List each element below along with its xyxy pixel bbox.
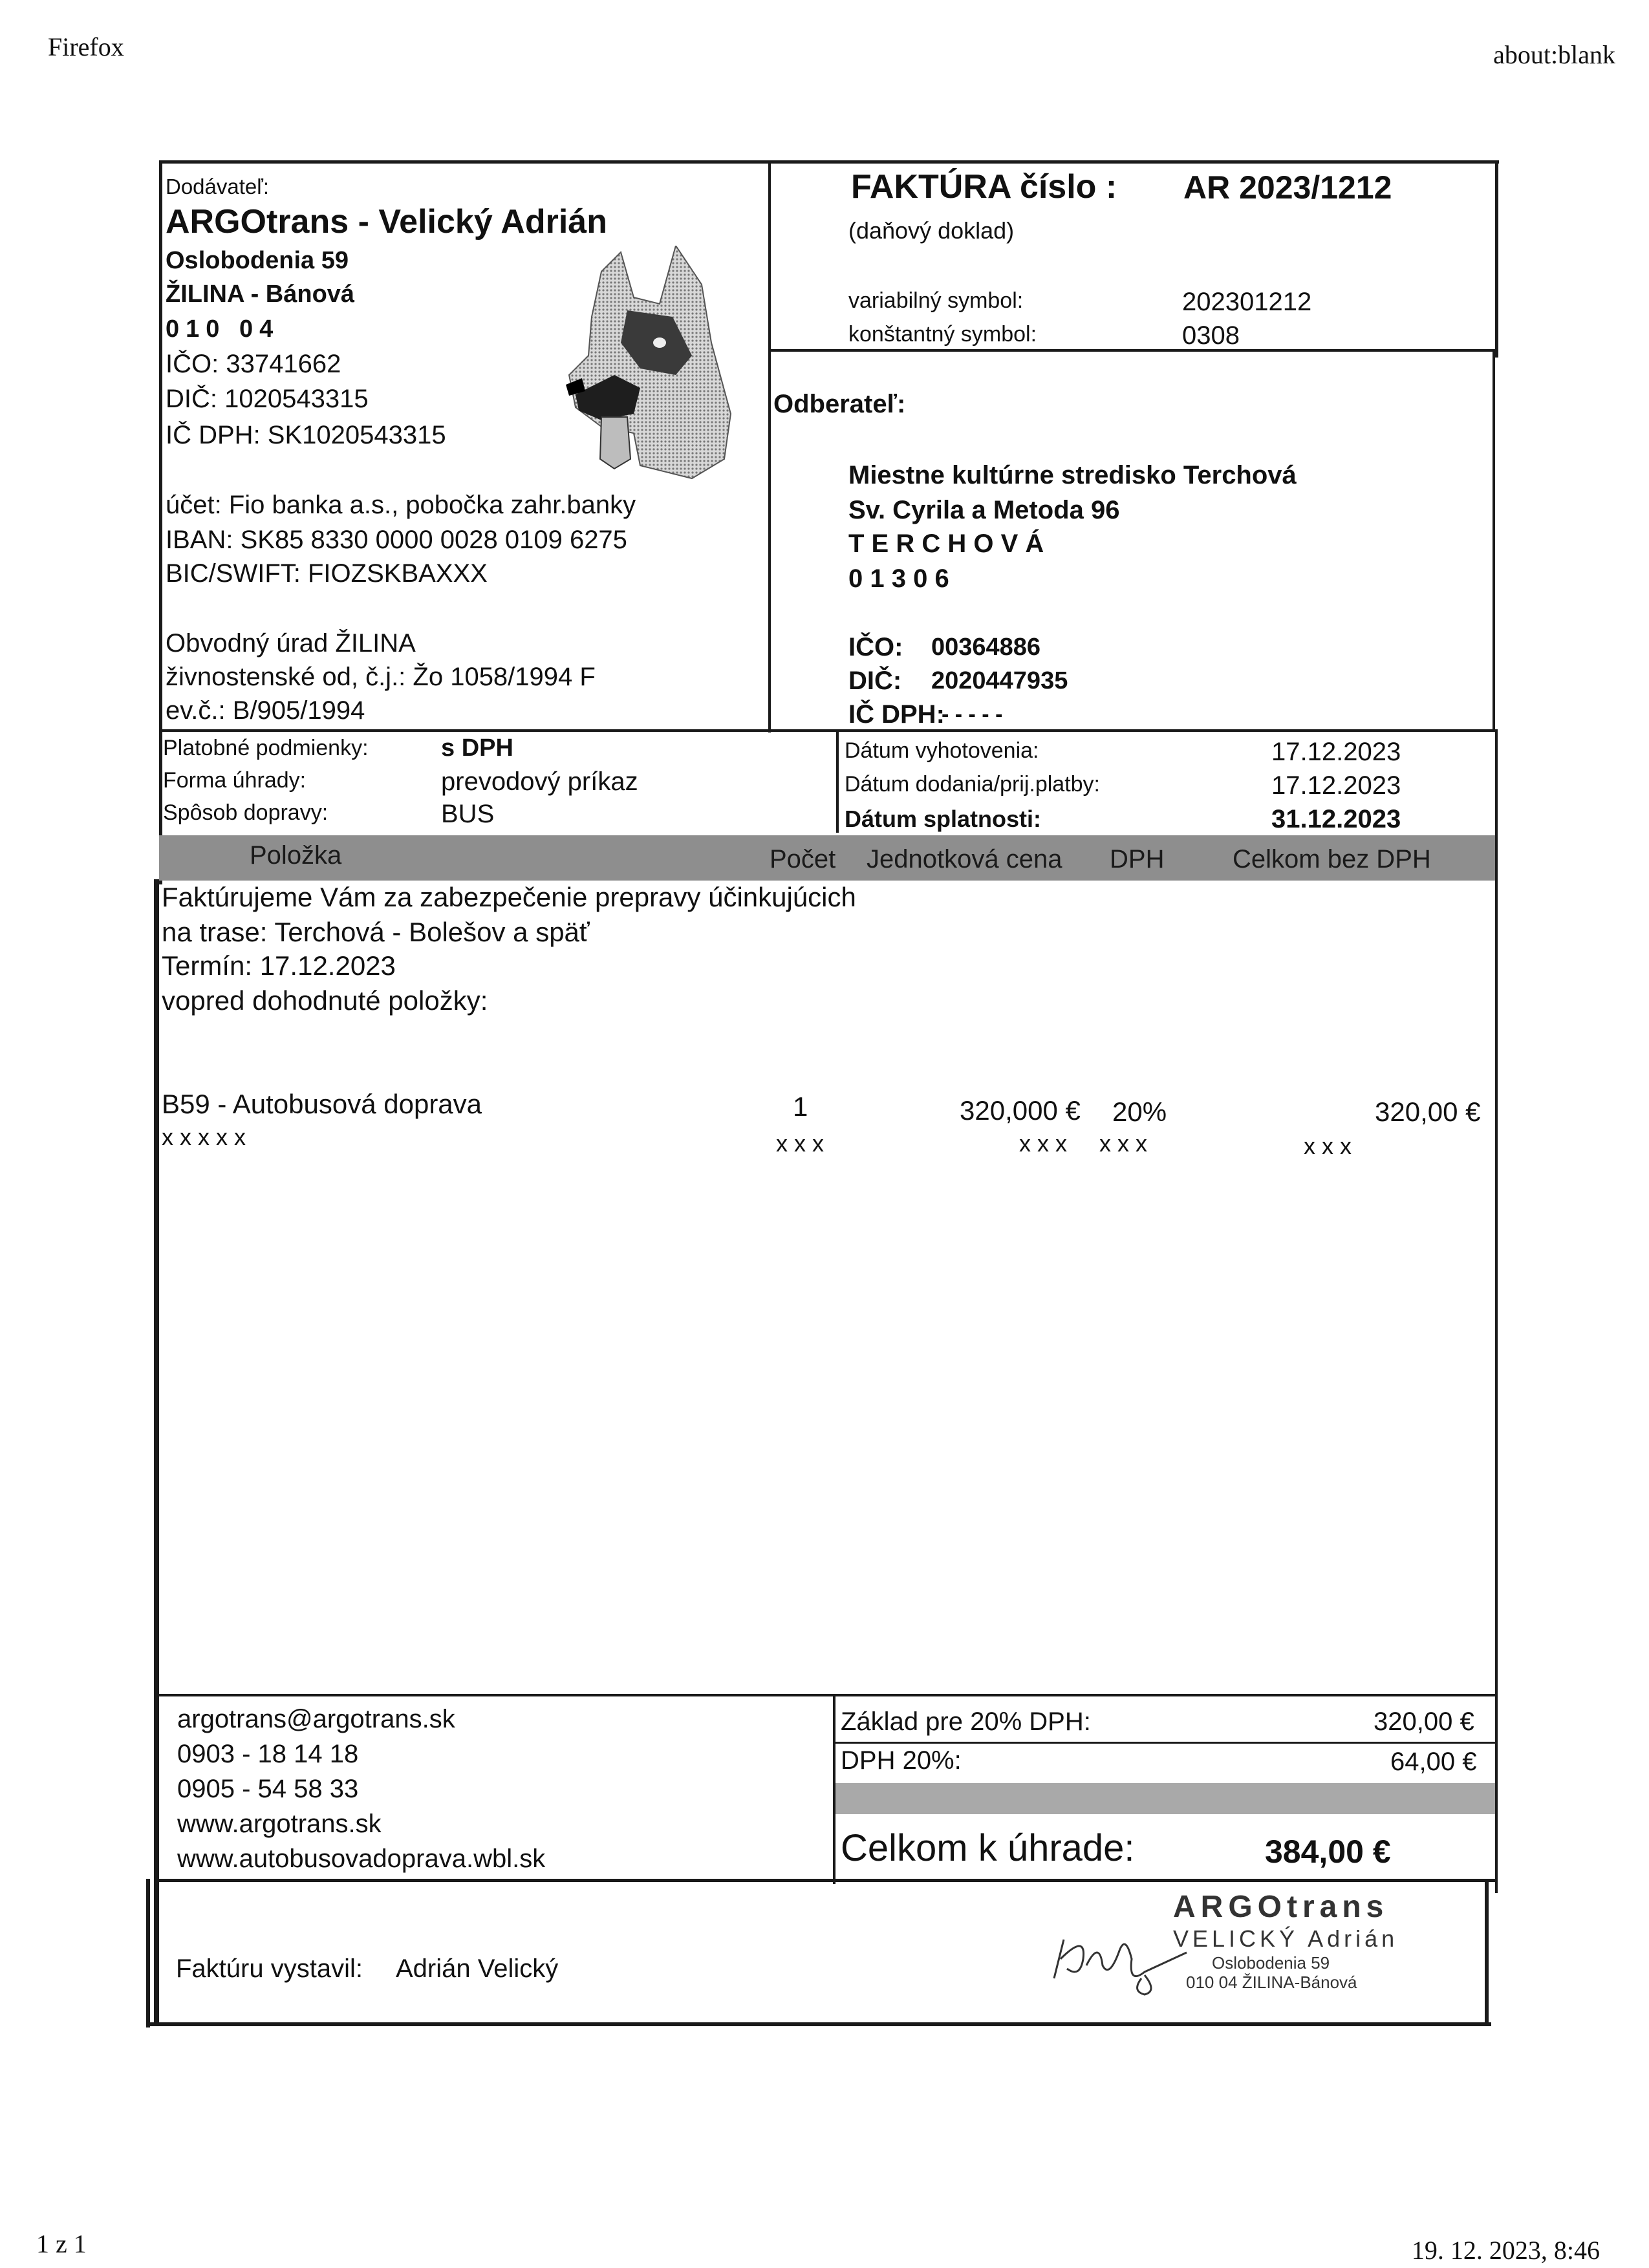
dog-logo-icon bbox=[563, 246, 737, 485]
supplier-office: Obvodný úrad ŽILINA bbox=[166, 629, 416, 658]
due-date-value: 31.12.2023 bbox=[1271, 805, 1401, 833]
due-date-label: Dátum splatnosti: bbox=[845, 806, 1042, 832]
customer-label: Odberateľ: bbox=[773, 390, 906, 418]
stamp-city: 010 04 ŽILINA-Bánová bbox=[1186, 1973, 1357, 1992]
line-item-total: x x x bbox=[1304, 1133, 1352, 1159]
supplier-street: Oslobodenia 59 bbox=[166, 247, 349, 274]
customer-ico-label: IČO: bbox=[848, 633, 903, 661]
line-item-name: B59 - Autobusová doprava bbox=[162, 1089, 482, 1119]
issued-by-name: Adrián Velický bbox=[396, 1954, 559, 1983]
vat-base-label: Základ pre 20% DPH: bbox=[841, 1707, 1091, 1736]
header-total: Celkom bez DPH bbox=[1233, 845, 1431, 873]
payment-terms-value: s DPH bbox=[441, 734, 513, 762]
supplier-ico: IČO: 33741662 bbox=[166, 350, 341, 378]
customer-dic-label: DIČ: bbox=[848, 667, 902, 695]
customer-name: Miestne kultúrne stredisko Terchová bbox=[848, 461, 1297, 489]
invoice-subtitle: (daňový doklad) bbox=[848, 217, 1015, 244]
supplier-zip: 010 04 bbox=[166, 316, 280, 343]
delivery-date-label: Dátum dodania/prij.platby: bbox=[845, 772, 1101, 797]
supplier-city: ŽILINA - Bánová bbox=[166, 281, 355, 308]
supplier-label: Dodávateľ: bbox=[166, 175, 270, 198]
variable-symbol-label: variabilný symbol: bbox=[848, 288, 1024, 313]
customer-street: Sv. Cyrila a Metoda 96 bbox=[848, 496, 1120, 524]
invoice-number: AR 2023/1212 bbox=[1183, 169, 1392, 206]
description-line: vopred dohodnuté položky: bbox=[162, 985, 488, 1016]
line-item-unit-price: 320,000 € bbox=[960, 1095, 1081, 1126]
description-line: na trase: Terchová - Bolešov a späť bbox=[162, 917, 590, 947]
line-item-name: x x x x x bbox=[162, 1124, 246, 1150]
signature bbox=[1048, 1914, 1190, 1998]
supplier-iban: IBAN: SK85 8330 0000 0028 0109 6275 bbox=[166, 526, 627, 554]
supplier-account: účet: Fio banka a.s., pobočka zahr.banky bbox=[166, 491, 636, 519]
delivery-date-value: 17.12.2023 bbox=[1271, 771, 1401, 800]
header-qty: Počet bbox=[770, 845, 836, 873]
constant-symbol-value: 0308 bbox=[1182, 321, 1240, 350]
transport-label: Spôsob dopravy: bbox=[163, 800, 329, 825]
stamp-owner: VELICKÝ Adrián bbox=[1173, 1925, 1399, 1952]
customer-icdph-label: IČ DPH: bbox=[848, 700, 945, 729]
issue-date-label: Dátum vyhotovenia: bbox=[845, 738, 1039, 763]
payment-form-value: prevodový príkaz bbox=[441, 767, 638, 796]
browser-app-name: Firefox bbox=[48, 32, 124, 61]
contact-email: argotrans@argotrans.sk bbox=[177, 1705, 455, 1733]
print-timestamp: 19. 12. 2023, 8:46 bbox=[1411, 2236, 1600, 2265]
issue-date-value: 17.12.2023 bbox=[1271, 738, 1401, 766]
total-due-label: Celkom k úhrade: bbox=[841, 1827, 1135, 1869]
customer-city: T E R C H O V Á bbox=[848, 530, 1044, 558]
payment-terms-label: Platobné podmienky: bbox=[163, 736, 369, 760]
line-item-vat: x x x bbox=[1099, 1130, 1148, 1157]
invoice-title: FAKTÚRA číslo : bbox=[851, 168, 1117, 206]
header-vat: DPH bbox=[1110, 845, 1165, 873]
contact-phone-1: 0903 - 18 14 18 bbox=[177, 1740, 359, 1768]
customer-ico-value: 00364886 bbox=[931, 634, 1041, 661]
page-indicator: 1 z 1 bbox=[36, 2229, 87, 2258]
line-item-unit-price: x x x bbox=[1019, 1130, 1068, 1157]
payment-form-label: Forma úhrady: bbox=[163, 768, 307, 793]
issued-by-label: Faktúru vystavil: bbox=[176, 1954, 363, 1983]
stamp-street: Oslobodenia 59 bbox=[1212, 1953, 1330, 1973]
customer-zip: 0 1 3 0 6 bbox=[848, 564, 949, 593]
header-unit-price: Jednotková cena bbox=[867, 845, 1062, 873]
supplier-dic: DIČ: 1020543315 bbox=[166, 385, 369, 413]
vat-amount-value: 64,00 € bbox=[1390, 1748, 1477, 1776]
line-item-qty: x x x bbox=[776, 1130, 824, 1157]
vat-amount-label: DPH 20%: bbox=[841, 1746, 962, 1775]
stamp-company: ARGOtrans bbox=[1173, 1890, 1389, 1924]
supplier-name: ARGOtrans - Velický Adrián bbox=[166, 203, 607, 241]
customer-dic-value: 2020447935 bbox=[931, 667, 1068, 694]
total-due-value: 384,00 € bbox=[1265, 1834, 1391, 1870]
constant-symbol-label: konštantný symbol: bbox=[848, 322, 1037, 347]
customer-icdph-value: - - - - - bbox=[942, 702, 1003, 727]
vat-base-value: 320,00 € bbox=[1374, 1707, 1474, 1736]
contact-phone-2: 0905 - 54 58 33 bbox=[177, 1775, 359, 1803]
totals-separator-band bbox=[835, 1783, 1495, 1814]
header-item: Položka bbox=[250, 841, 342, 870]
variable-symbol-value: 202301212 bbox=[1182, 288, 1312, 316]
supplier-registration: ev.č.: B/905/1994 bbox=[166, 696, 365, 725]
supplier-ic-dph: IČ DPH: SK1020543315 bbox=[166, 421, 446, 449]
line-item-qty: 1 bbox=[793, 1091, 808, 1122]
description-line: Faktúrujeme Vám za zabezpečenie prepravy účinkujúcich bbox=[162, 882, 856, 912]
description-line: Termín: 17.12.2023 bbox=[162, 950, 396, 981]
line-item-total: 320,00 € bbox=[1375, 1097, 1481, 1127]
contact-website-2: www.autobusovadoprava.wbl.sk bbox=[177, 1845, 546, 1873]
supplier-trade-license: živnostenské od, č.j.: Žo 1058/1994 F bbox=[166, 663, 596, 691]
line-item-vat: 20% bbox=[1112, 1097, 1167, 1127]
supplier-bic: BIC/SWIFT: FIOZSKBAXXX bbox=[166, 559, 488, 588]
browser-url: about:blank bbox=[1493, 40, 1615, 69]
contact-website-1: www.argotrans.sk bbox=[177, 1810, 382, 1838]
transport-value: BUS bbox=[441, 800, 495, 828]
